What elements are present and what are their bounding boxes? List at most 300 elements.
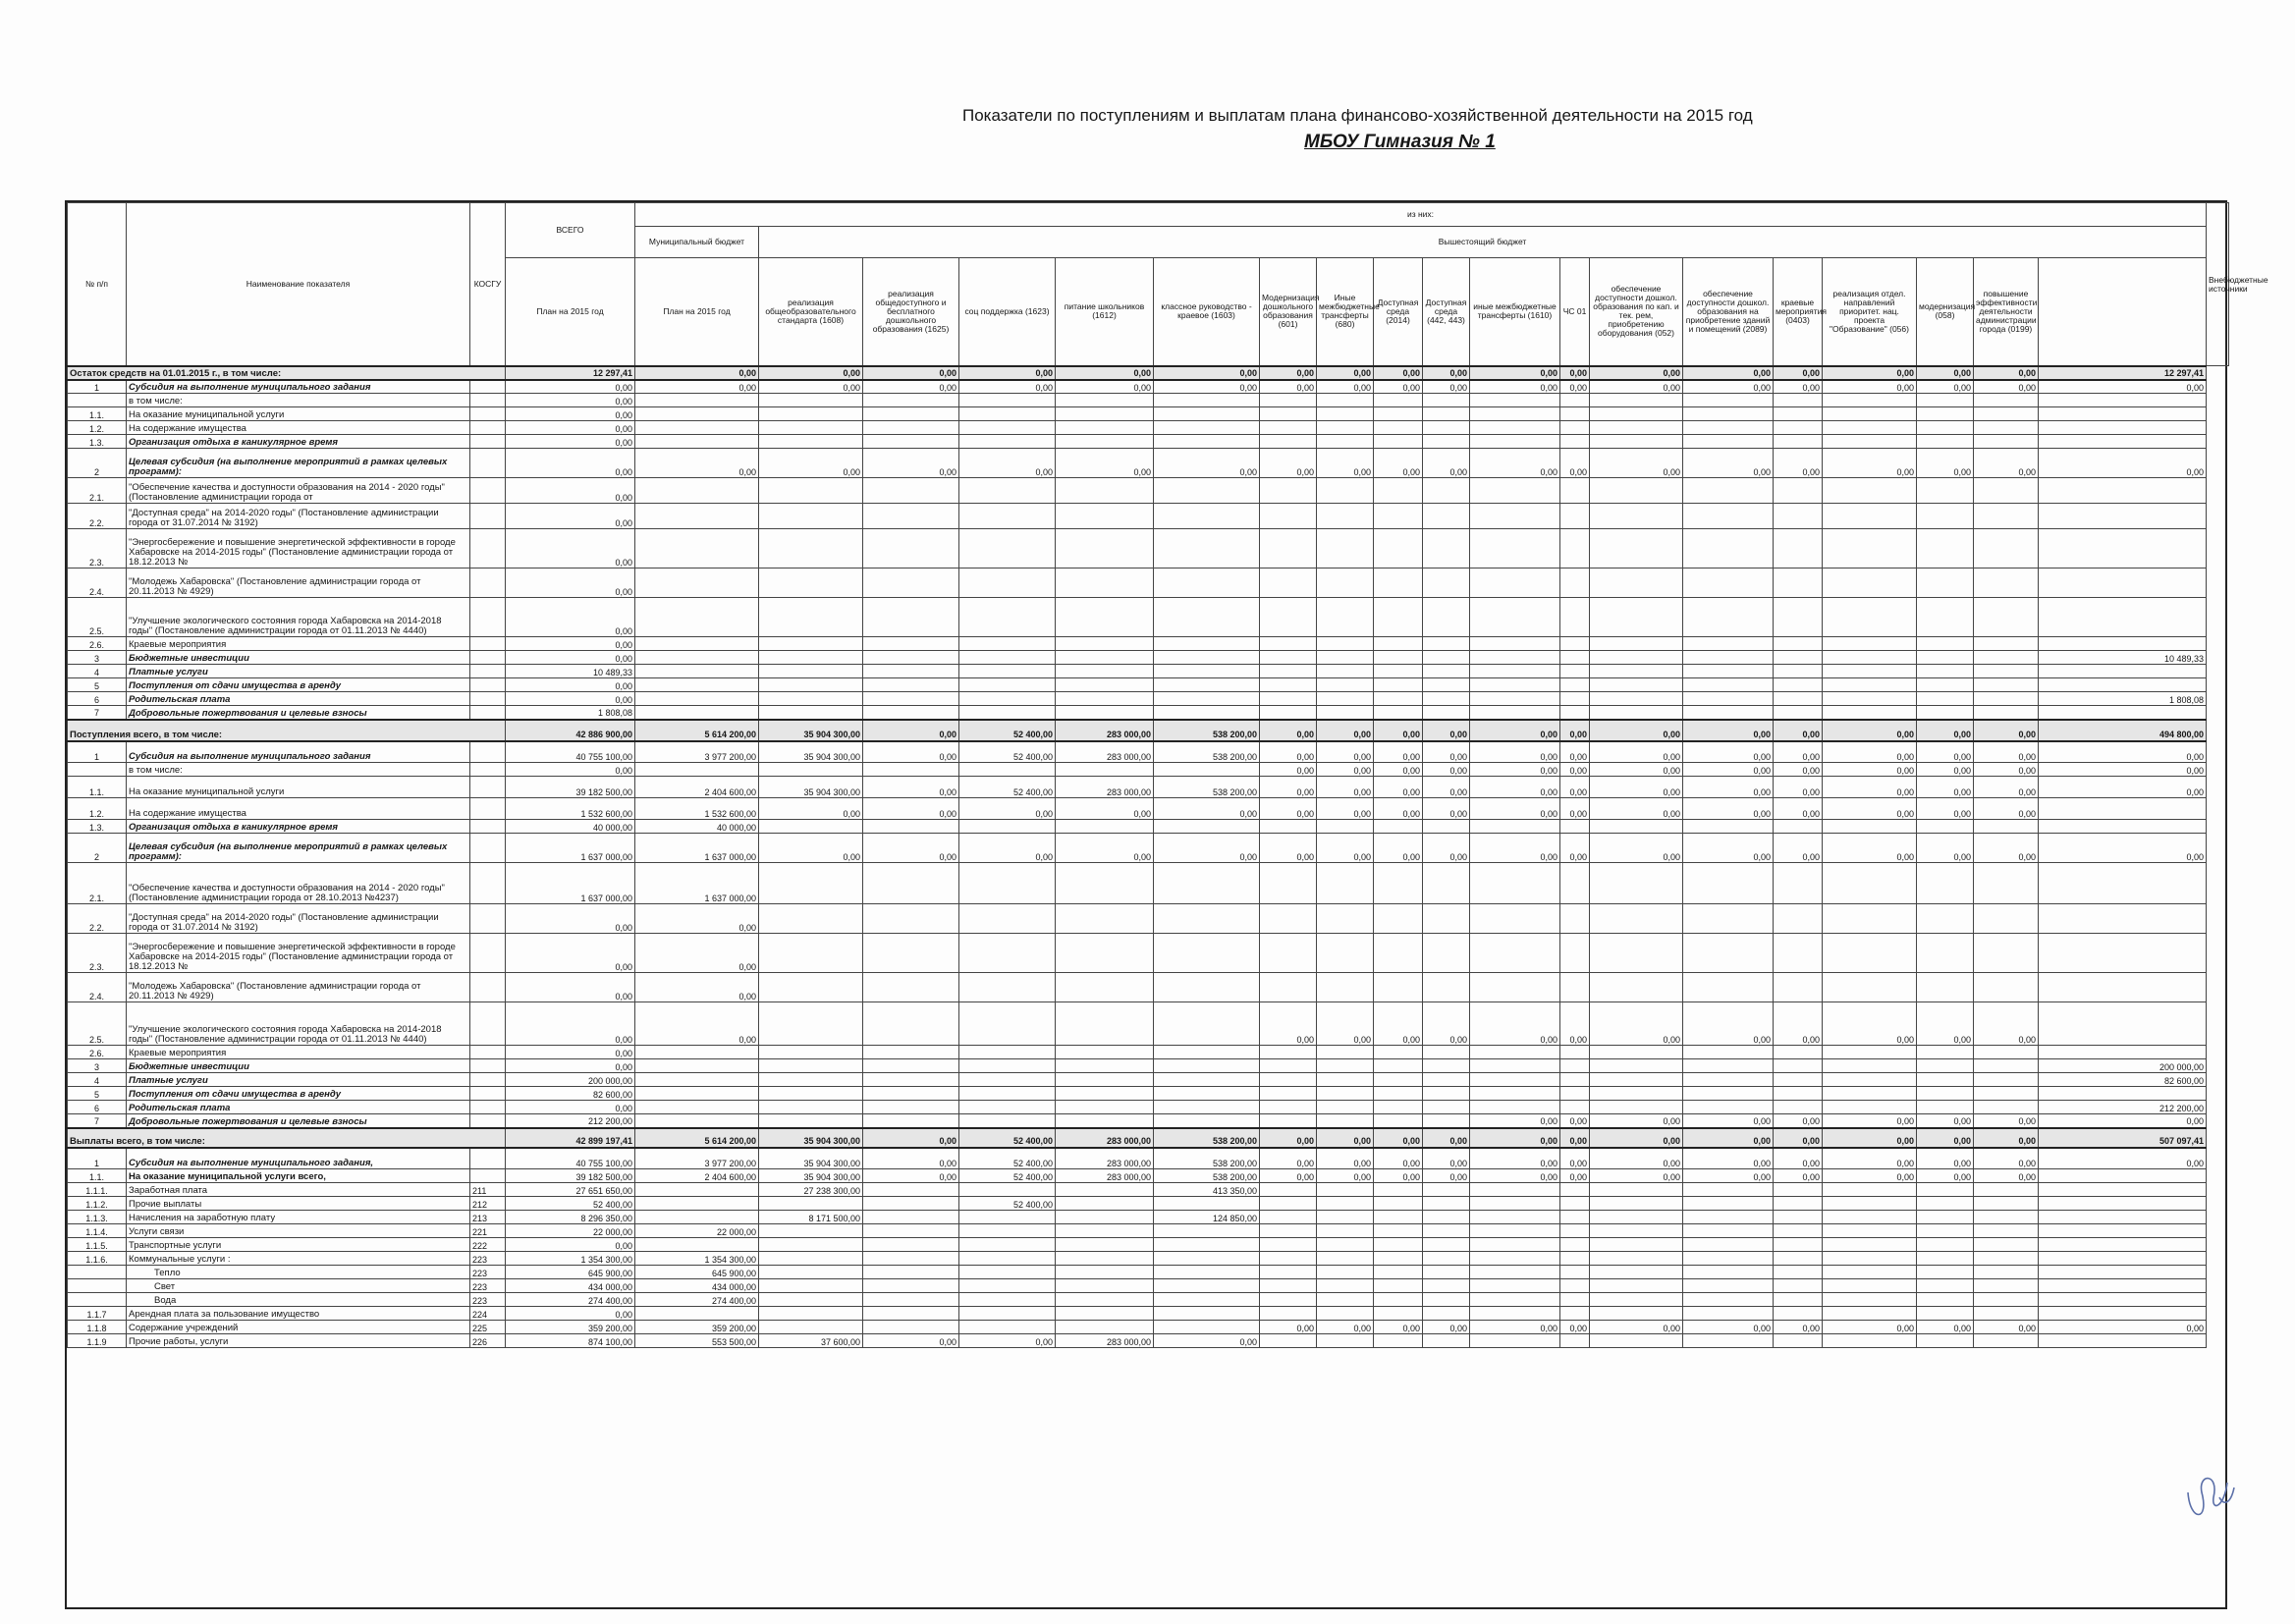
value-cell: 0,00 — [1774, 763, 1823, 777]
table-row — [68, 1238, 2229, 1252]
value-cell — [1317, 904, 1374, 934]
row-label: Организация отдыха в каникулярное время — [127, 435, 470, 449]
value-cell: 507 097,41 — [2039, 1128, 2207, 1148]
value-cell: 27 651 650,00 — [506, 1183, 635, 1197]
value-cell: 0,00 — [1560, 763, 1590, 777]
value-cell: 0,00 — [1317, 380, 1374, 394]
value-cell: 0,00 — [506, 973, 635, 1002]
section-title: Остаток средств на 01.01.2015 г., в том числе: — [68, 366, 506, 380]
value-cell — [959, 1059, 1056, 1073]
value-cell — [1056, 1114, 1154, 1128]
value-cell — [1823, 1334, 1917, 1348]
row-number: 1.1.5. — [68, 1238, 127, 1252]
value-cell: 0,00 — [1423, 834, 1470, 863]
table-row — [68, 568, 2229, 598]
value-cell — [1056, 863, 1154, 904]
value-cell — [1423, 1114, 1470, 1128]
value-cell — [1683, 706, 1774, 720]
value-cell — [863, 435, 959, 449]
value-cell — [1590, 1266, 1683, 1279]
value-cell — [1683, 692, 1774, 706]
row-number: 2 — [68, 834, 127, 863]
value-cell: 0,00 — [1374, 777, 1423, 798]
value-cell — [1917, 1046, 1974, 1059]
value-cell — [1823, 692, 1917, 706]
row-number: 2.1. — [68, 863, 127, 904]
value-cell — [1317, 478, 1374, 504]
value-cell: 0,00 — [2039, 1321, 2207, 1334]
value-cell — [1683, 478, 1774, 504]
value-cell — [1917, 1334, 1974, 1348]
value-cell — [1917, 863, 1974, 904]
value-cell — [959, 394, 1056, 407]
value-cell: 0,00 — [1823, 741, 1917, 763]
value-cell — [1774, 421, 1823, 435]
value-cell: 1 532 600,00 — [635, 798, 759, 820]
value-cell — [1774, 1046, 1823, 1059]
value-cell — [1560, 820, 1590, 834]
value-cell: 12 297,41 — [506, 366, 635, 380]
value-cell — [2039, 637, 2207, 651]
value-cell — [1470, 863, 1560, 904]
value-cell — [1260, 1334, 1317, 1348]
value-cell: 0,00 — [1317, 777, 1374, 798]
value-cell — [1374, 421, 1423, 435]
value-cell — [1154, 1321, 1260, 1334]
value-cell: 1 637 000,00 — [635, 834, 759, 863]
value-cell: 0,00 — [1823, 798, 1917, 820]
value-cell — [1590, 421, 1683, 435]
iz-nih-header: из них: — [635, 203, 2207, 227]
value-cell — [2039, 1266, 2207, 1279]
value-cell — [863, 504, 959, 529]
value-cell: 0,00 — [1260, 1128, 1317, 1148]
value-cell — [1774, 407, 1823, 421]
value-cell — [1154, 706, 1260, 720]
row-number: 7 — [68, 706, 127, 720]
value-cell: 538 200,00 — [1154, 741, 1260, 763]
col-total-header: ВСЕГО — [506, 203, 635, 258]
value-cell: 0,00 — [1423, 720, 1470, 741]
value-cell — [1560, 435, 1590, 449]
value-cell — [959, 478, 1056, 504]
value-cell: 0,00 — [506, 1238, 635, 1252]
value-cell: 0,00 — [1317, 798, 1374, 820]
value-cell: 0,00 — [1974, 380, 2039, 394]
value-cell: 0,00 — [1470, 366, 1560, 380]
value-cell: 0,00 — [959, 834, 1056, 863]
value-cell: 0,00 — [759, 380, 863, 394]
value-cell: 283 000,00 — [1056, 1169, 1154, 1183]
value-cell — [1590, 1073, 1683, 1087]
value-cell — [1470, 692, 1560, 706]
value-cell — [1374, 863, 1423, 904]
value-cell — [1317, 863, 1374, 904]
value-cell — [635, 651, 759, 665]
value-cell: 0,00 — [863, 366, 959, 380]
table-row — [68, 904, 2229, 934]
value-cell — [1260, 1197, 1317, 1211]
value-cell — [1423, 904, 1470, 934]
value-cell: 42 886 900,00 — [506, 720, 635, 741]
value-cell: 0,00 — [1974, 449, 2039, 478]
value-cell — [1917, 1266, 1974, 1279]
row-label: Тепло — [127, 1266, 470, 1279]
value-cell — [863, 973, 959, 1002]
value-cell — [1823, 478, 1917, 504]
value-cell — [2039, 1087, 2207, 1101]
value-cell — [1374, 651, 1423, 665]
value-cell — [959, 1252, 1056, 1266]
value-cell — [1974, 934, 2039, 973]
value-cell — [1823, 904, 1917, 934]
row-kosgu — [470, 637, 506, 651]
row-number: 1.1.2. — [68, 1197, 127, 1211]
value-cell — [1774, 1307, 1823, 1321]
value-cell: 0,00 — [1974, 1114, 2039, 1128]
row-label: Краевые мероприятия — [127, 1046, 470, 1059]
col-higher-budget-header: Вышестоящий бюджет — [759, 227, 2207, 258]
value-cell — [1774, 1266, 1823, 1279]
row-number: 1.1.9 — [68, 1334, 127, 1348]
value-cell — [1154, 394, 1260, 407]
value-cell — [1974, 421, 2039, 435]
value-cell — [1823, 407, 1917, 421]
value-cell — [1260, 421, 1317, 435]
value-cell — [635, 1238, 759, 1252]
value-cell: 39 182 500,00 — [506, 1169, 635, 1183]
value-cell — [1823, 421, 1917, 435]
value-cell — [1774, 1059, 1823, 1073]
table-row — [68, 1087, 2229, 1101]
value-cell: 0,00 — [1917, 777, 1974, 798]
row-label: Субсидия на выполнение муниципального задания — [127, 380, 470, 394]
value-cell: 0,00 — [759, 366, 863, 380]
value-cell — [2039, 678, 2207, 692]
value-cell — [1470, 1059, 1560, 1073]
row-kosgu — [470, 1059, 506, 1073]
value-cell: 0,00 — [1470, 741, 1560, 763]
value-cell: 0,00 — [1974, 1321, 2039, 1334]
value-cell — [1774, 678, 1823, 692]
value-cell — [1917, 1101, 1974, 1114]
value-cell — [1260, 1266, 1317, 1279]
value-cell: 0,00 — [1470, 1002, 1560, 1046]
value-cell: 0,00 — [1260, 777, 1317, 798]
value-cell — [1470, 394, 1560, 407]
value-cell: 0,00 — [506, 407, 635, 421]
value-cell — [863, 678, 959, 692]
value-cell: 0,00 — [1423, 1148, 1470, 1169]
value-cell — [1823, 651, 1917, 665]
value-cell — [959, 1114, 1056, 1128]
value-cell — [1423, 651, 1470, 665]
value-cell: 0,00 — [1260, 380, 1317, 394]
value-cell: 283 000,00 — [1056, 1128, 1154, 1148]
value-cell — [1823, 934, 1917, 973]
value-cell — [1470, 568, 1560, 598]
value-cell: 0,00 — [1917, 1114, 1974, 1128]
row-kosgu — [470, 1087, 506, 1101]
value-cell — [1056, 1073, 1154, 1087]
value-cell: 1 637 000,00 — [506, 834, 635, 863]
row-kosgu — [470, 665, 506, 678]
value-cell: 0,00 — [506, 678, 635, 692]
row-number: 1.1.6. — [68, 1252, 127, 1266]
value-cell — [1317, 1073, 1374, 1087]
value-cell — [1974, 1073, 2039, 1087]
row-label: Прочие работы, услуги — [127, 1334, 470, 1348]
row-number: 1 — [68, 380, 127, 394]
row-label: Целевая субсидия (на выполнение мероприятий в рамках целевых программ): — [127, 834, 470, 863]
value-cell — [1470, 1087, 1560, 1101]
value-cell: 52 400,00 — [959, 1148, 1056, 1169]
table-row — [68, 1101, 2229, 1114]
value-cell — [1823, 1197, 1917, 1211]
value-cell — [1590, 820, 1683, 834]
value-cell — [1917, 504, 1974, 529]
value-cell: 0,00 — [1917, 834, 1974, 863]
value-cell — [1056, 1197, 1154, 1211]
row-kosgu: 223 — [470, 1266, 506, 1279]
value-cell — [1260, 1293, 1317, 1307]
value-cell: 0,00 — [1917, 798, 1974, 820]
value-cell — [759, 1321, 863, 1334]
value-cell — [1154, 504, 1260, 529]
row-kosgu: 223 — [470, 1293, 506, 1307]
value-cell — [1260, 1087, 1317, 1101]
value-cell — [1774, 1238, 1823, 1252]
value-cell: 0,00 — [959, 1334, 1056, 1348]
table-row — [68, 1073, 2229, 1087]
value-cell: 0,00 — [1683, 366, 1774, 380]
value-cell — [863, 1321, 959, 1334]
value-cell: 0,00 — [1560, 720, 1590, 741]
value-cell — [1374, 1197, 1423, 1211]
value-cell: 0,00 — [1917, 741, 1974, 763]
value-cell: 0,00 — [1560, 1002, 1590, 1046]
row-label: Платные услуги — [127, 665, 470, 678]
value-cell — [1774, 1073, 1823, 1087]
value-cell: 434 000,00 — [506, 1279, 635, 1293]
value-cell: 0,00 — [1917, 1148, 1974, 1169]
value-cell — [959, 1046, 1056, 1059]
value-cell — [1917, 1252, 1974, 1266]
row-label: Бюджетные инвестиции — [127, 1059, 470, 1073]
value-cell — [863, 706, 959, 720]
value-cell — [1774, 665, 1823, 678]
value-cell — [863, 529, 959, 568]
value-cell — [2039, 1169, 2207, 1183]
value-cell — [1374, 1114, 1423, 1128]
row-number: 5 — [68, 678, 127, 692]
value-cell: 0,00 — [1823, 1114, 1917, 1128]
value-cell: 413 350,00 — [1154, 1183, 1260, 1197]
value-cell: 494 800,00 — [2039, 720, 2207, 741]
value-cell: 0,00 — [1590, 763, 1683, 777]
value-cell — [1056, 598, 1154, 637]
value-cell: 0,00 — [1423, 763, 1470, 777]
value-cell — [2039, 421, 2207, 435]
value-cell — [759, 934, 863, 973]
value-cell — [1683, 1293, 1774, 1307]
value-cell — [2039, 1002, 2207, 1046]
row-number: 2.6. — [68, 637, 127, 651]
value-cell — [863, 568, 959, 598]
value-cell — [759, 568, 863, 598]
value-cell — [1560, 1238, 1590, 1252]
row-number: 6 — [68, 1101, 127, 1114]
value-cell — [1974, 568, 2039, 598]
value-cell — [1470, 1211, 1560, 1224]
value-cell — [1317, 598, 1374, 637]
value-cell — [959, 1321, 1056, 1334]
value-cell — [1470, 1073, 1560, 1087]
value-cell: 0,00 — [1774, 777, 1823, 798]
value-cell — [1154, 651, 1260, 665]
value-cell: 0,00 — [1317, 720, 1374, 741]
value-cell — [1590, 637, 1683, 651]
value-cell — [1560, 1101, 1590, 1114]
value-cell: 0,00 — [1917, 449, 1974, 478]
value-cell — [1470, 637, 1560, 651]
value-cell: 22 000,00 — [506, 1224, 635, 1238]
row-kosgu — [470, 904, 506, 934]
table-row — [68, 478, 2229, 504]
table-row — [68, 665, 2229, 678]
value-cell: 35 904 300,00 — [759, 1128, 863, 1148]
value-cell — [2039, 1211, 2207, 1224]
value-cell: 1 354 300,00 — [506, 1252, 635, 1266]
value-cell — [1917, 1279, 1974, 1293]
value-cell — [1917, 1211, 1974, 1224]
value-cell — [2039, 1252, 2207, 1266]
value-cell: 35 904 300,00 — [759, 741, 863, 763]
value-cell: 0,00 — [1917, 366, 1974, 380]
value-cell — [1823, 637, 1917, 651]
row-kosgu — [470, 1169, 506, 1183]
col-header-16: модернизация (058) — [1917, 258, 1974, 366]
value-cell — [863, 820, 959, 834]
value-cell — [1683, 568, 1774, 598]
value-cell — [1774, 504, 1823, 529]
value-cell: 0,00 — [1590, 1114, 1683, 1128]
value-cell: 0,00 — [1823, 366, 1917, 380]
value-cell — [2039, 820, 2207, 834]
value-cell — [1917, 651, 1974, 665]
value-cell — [1154, 973, 1260, 1002]
value-cell — [1056, 651, 1154, 665]
value-cell: 0,00 — [1683, 777, 1774, 798]
col-header-1: реализация общеобразовательного стандарта (1608) — [759, 258, 863, 366]
value-cell — [1683, 934, 1774, 973]
value-cell: 35 904 300,00 — [759, 777, 863, 798]
value-cell — [1470, 478, 1560, 504]
value-cell — [1683, 1252, 1774, 1266]
value-cell — [959, 1183, 1056, 1197]
col-header-13: обеспечение доступности дошкол. образования на приобретение зданий и помещений (2089) — [1683, 258, 1774, 366]
value-cell — [1154, 665, 1260, 678]
value-cell — [863, 934, 959, 973]
value-cell: 0,00 — [1590, 720, 1683, 741]
row-kosgu — [470, 449, 506, 478]
value-cell: 22 000,00 — [635, 1224, 759, 1238]
value-cell: 0,00 — [759, 834, 863, 863]
row-number: 1.1. — [68, 777, 127, 798]
value-cell — [1917, 820, 1974, 834]
col-header-4: питание школьников (1612) — [1056, 258, 1154, 366]
value-cell: 0,00 — [1317, 366, 1374, 380]
value-cell: 0,00 — [1560, 366, 1590, 380]
value-cell — [1974, 1059, 2039, 1073]
value-cell — [2039, 1046, 2207, 1059]
value-cell — [635, 1307, 759, 1321]
value-cell — [959, 1101, 1056, 1114]
col-header-9: Доступная среда (442, 443) — [1423, 258, 1470, 366]
value-cell — [1154, 407, 1260, 421]
value-cell — [1423, 407, 1470, 421]
value-cell — [2039, 904, 2207, 934]
value-cell: 0,00 — [1683, 741, 1774, 763]
value-cell: 0,00 — [1423, 777, 1470, 798]
value-cell — [1423, 1334, 1470, 1348]
value-cell — [1974, 665, 2039, 678]
value-cell: 0,00 — [1590, 834, 1683, 863]
value-cell — [1056, 706, 1154, 720]
value-cell: 0,00 — [863, 834, 959, 863]
value-cell: 553 500,00 — [635, 1334, 759, 1348]
value-cell — [1974, 1183, 2039, 1197]
value-cell: 0,00 — [1423, 798, 1470, 820]
value-cell — [1423, 1224, 1470, 1238]
value-cell — [1590, 1197, 1683, 1211]
value-cell — [1423, 820, 1470, 834]
value-cell: 12 297,41 — [2039, 366, 2207, 380]
row-label: "Обеспечение качества и доступности образования на 2014 - 2020 годы" (Постановление администрации города от — [127, 478, 470, 504]
value-cell — [635, 1114, 759, 1128]
value-cell — [1974, 706, 2039, 720]
value-cell — [1374, 529, 1423, 568]
value-cell — [1374, 1266, 1423, 1279]
value-cell — [1317, 1197, 1374, 1211]
value-cell: 0,00 — [2039, 834, 2207, 863]
value-cell — [759, 1224, 863, 1238]
value-cell: 200 000,00 — [506, 1073, 635, 1087]
value-cell — [2039, 394, 2207, 407]
value-cell — [1374, 1059, 1423, 1073]
value-cell — [1423, 1197, 1470, 1211]
value-cell — [1560, 1279, 1590, 1293]
row-label: "Доступная среда" на 2014-2020 годы" (Постановление администрации города от 31.07.2014 № 3192) — [127, 504, 470, 529]
value-cell — [759, 529, 863, 568]
row-label: Поступления от сдачи имущества в аренду — [127, 678, 470, 692]
row-kosgu: 224 — [470, 1307, 506, 1321]
value-cell — [863, 1101, 959, 1114]
value-cell — [1974, 1266, 2039, 1279]
value-cell — [1260, 651, 1317, 665]
row-kosgu: 212 — [470, 1197, 506, 1211]
value-cell — [635, 598, 759, 637]
value-cell — [1683, 598, 1774, 637]
value-cell: 0,00 — [1154, 380, 1260, 394]
value-cell — [1317, 1307, 1374, 1321]
value-cell: 0,00 — [1917, 1002, 1974, 1046]
value-cell: 0,00 — [1317, 741, 1374, 763]
row-kosgu — [470, 529, 506, 568]
value-cell: 0,00 — [1423, 380, 1470, 394]
value-cell — [759, 763, 863, 777]
value-cell: 0,00 — [1470, 380, 1560, 394]
